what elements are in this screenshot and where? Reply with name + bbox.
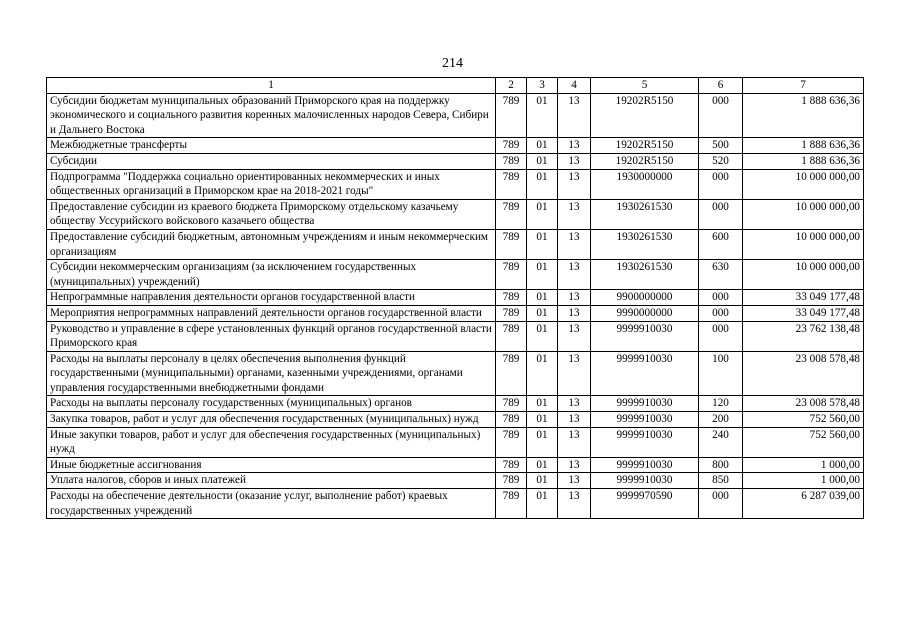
row-section-code: 01 [527, 427, 558, 457]
row-name: Предоставление субсидий бюджетным, автономным учреждениям и иным некоммерческим организациям [47, 229, 496, 259]
row-ministry-code: 789 [496, 169, 527, 199]
row-amount: 6 287 039,00 [743, 489, 864, 519]
row-name: Субсидии некоммерческим организациям (за исключением государственных (муниципальных) учреждений) [47, 260, 496, 290]
row-target-article: 1930261530 [591, 199, 699, 229]
row-expense-type: 600 [699, 229, 743, 259]
row-amount: 1 888 636,36 [743, 153, 864, 169]
row-target-article: 9999910030 [591, 427, 699, 457]
row-expense-type: 630 [699, 260, 743, 290]
table-row [47, 260, 864, 290]
table-row [47, 427, 864, 457]
header-col-3: 3 [527, 78, 558, 94]
table-row [47, 93, 864, 138]
row-target-article: 9999910030 [591, 473, 699, 489]
row-ministry-code: 789 [496, 138, 527, 154]
row-subsection-code: 13 [558, 290, 591, 306]
row-name: Расходы на выплаты персоналу в целях обеспечения выполнения функций государственными (муниципальными) органами, казенными учреждениями, органами управления государственными внебюджетными фондами [47, 351, 496, 396]
row-amount: 10 000 000,00 [743, 199, 864, 229]
row-ministry-code: 789 [496, 199, 527, 229]
row-expense-type: 240 [699, 427, 743, 457]
row-ministry-code: 789 [496, 396, 527, 412]
row-section-code: 01 [527, 93, 558, 138]
row-section-code: 01 [527, 290, 558, 306]
row-subsection-code: 13 [558, 305, 591, 321]
row-ministry-code: 789 [496, 473, 527, 489]
row-subsection-code: 13 [558, 153, 591, 169]
row-subsection-code: 13 [558, 473, 591, 489]
row-amount: 23 008 578,48 [743, 396, 864, 412]
row-target-article: 19202R5150 [591, 93, 699, 138]
table-row [47, 138, 864, 154]
row-amount: 1 888 636,36 [743, 138, 864, 154]
row-amount: 23 762 138,48 [743, 321, 864, 351]
table-row [47, 489, 864, 519]
row-subsection-code: 13 [558, 457, 591, 473]
row-subsection-code: 13 [558, 138, 591, 154]
row-target-article: 9999910030 [591, 396, 699, 412]
row-ministry-code: 789 [496, 260, 527, 290]
table-row [47, 229, 864, 259]
page-number: 214 [442, 56, 463, 71]
row-target-article: 19202R5150 [591, 138, 699, 154]
row-section-code: 01 [527, 229, 558, 259]
row-subsection-code: 13 [558, 229, 591, 259]
row-name: Субсидии бюджетам муниципальных образований Приморского края на поддержку экономического и социального развития коренных малочисленных народов Севера, Сибири и Дальнего Востока [47, 93, 496, 138]
row-subsection-code: 13 [558, 169, 591, 199]
row-ministry-code: 789 [496, 290, 527, 306]
header-col-5: 5 [591, 78, 699, 94]
row-ministry-code: 789 [496, 489, 527, 519]
header-col-4: 4 [558, 78, 591, 94]
row-ministry-code: 789 [496, 93, 527, 138]
row-amount: 23 008 578,48 [743, 351, 864, 396]
table-body [47, 93, 864, 519]
row-name: Уплата налогов, сборов и иных платежей [47, 473, 496, 489]
row-target-article: 1930261530 [591, 229, 699, 259]
row-ministry-code: 789 [496, 229, 527, 259]
row-subsection-code: 13 [558, 260, 591, 290]
row-amount: 10 000 000,00 [743, 169, 864, 199]
row-section-code: 01 [527, 169, 558, 199]
header-col-1: 1 [47, 78, 496, 94]
row-amount: 10 000 000,00 [743, 260, 864, 290]
budget-table [46, 77, 864, 519]
row-subsection-code: 13 [558, 351, 591, 396]
table-row [47, 351, 864, 396]
header-row [47, 78, 864, 94]
row-expense-type: 000 [699, 169, 743, 199]
row-subsection-code: 13 [558, 427, 591, 457]
row-name: Непрограммные направления деятельности органов государственной власти [47, 290, 496, 306]
row-section-code: 01 [527, 489, 558, 519]
row-section-code: 01 [527, 260, 558, 290]
row-name: Расходы на выплаты персоналу государственных (муниципальных) органов [47, 396, 496, 412]
header-col-6: 6 [699, 78, 743, 94]
row-expense-type: 200 [699, 412, 743, 428]
row-section-code: 01 [527, 457, 558, 473]
table-row [47, 169, 864, 199]
row-amount: 1 888 636,36 [743, 93, 864, 138]
row-section-code: 01 [527, 396, 558, 412]
row-expense-type: 000 [699, 199, 743, 229]
row-name: Закупка товаров, работ и услуг для обеспечения государственных (муниципальных) нужд [47, 412, 496, 428]
row-amount: 33 049 177,48 [743, 305, 864, 321]
row-expense-type: 000 [699, 305, 743, 321]
row-ministry-code: 789 [496, 305, 527, 321]
table-row [47, 473, 864, 489]
row-target-article: 1930000000 [591, 169, 699, 199]
table-row [47, 290, 864, 306]
header-col-2: 2 [496, 78, 527, 94]
row-name: Расходы на обеспечение деятельности (оказание услуг, выполнение работ) краевых государственных учреждений [47, 489, 496, 519]
row-section-code: 01 [527, 321, 558, 351]
row-subsection-code: 13 [558, 321, 591, 351]
row-name: Субсидии [47, 153, 496, 169]
table-row [47, 305, 864, 321]
table-row [47, 412, 864, 428]
row-expense-type: 800 [699, 457, 743, 473]
row-target-article: 9900000000 [591, 290, 699, 306]
row-amount: 1 000,00 [743, 473, 864, 489]
row-name: Подпрограмма "Поддержка социально ориентированных некоммерческих и иных общественных организаций в Приморском крае на 2018-2021 годы" [47, 169, 496, 199]
row-ministry-code: 789 [496, 321, 527, 351]
row-expense-type: 850 [699, 473, 743, 489]
row-name: Предоставление субсидии из краевого бюджета Приморскому отдельскому казачьему обществу Уссурийского войскового казачьего общества [47, 199, 496, 229]
table-row [47, 153, 864, 169]
row-section-code: 01 [527, 351, 558, 396]
row-expense-type: 100 [699, 351, 743, 396]
row-ministry-code: 789 [496, 153, 527, 169]
table-row [47, 199, 864, 229]
row-subsection-code: 13 [558, 489, 591, 519]
row-subsection-code: 13 [558, 93, 591, 138]
row-expense-type: 500 [699, 138, 743, 154]
row-target-article: 9999910030 [591, 412, 699, 428]
table-row [47, 457, 864, 473]
row-target-article: 9990000000 [591, 305, 699, 321]
row-ministry-code: 789 [496, 457, 527, 473]
row-name: Межбюджетные трансферты [47, 138, 496, 154]
row-target-article: 9999910030 [591, 321, 699, 351]
row-expense-type: 000 [699, 321, 743, 351]
row-ministry-code: 789 [496, 427, 527, 457]
row-name: Руководство и управление в сфере установленных функций органов государственной власти Приморского края [47, 321, 496, 351]
row-expense-type: 000 [699, 93, 743, 138]
row-subsection-code: 13 [558, 199, 591, 229]
row-expense-type: 000 [699, 489, 743, 519]
table-header [47, 78, 864, 94]
table-row [47, 321, 864, 351]
row-subsection-code: 13 [558, 412, 591, 428]
row-name: Мероприятия непрограммных направлений деятельности органов государственной власти [47, 305, 496, 321]
row-section-code: 01 [527, 412, 558, 428]
row-expense-type: 120 [699, 396, 743, 412]
row-section-code: 01 [527, 153, 558, 169]
row-section-code: 01 [527, 305, 558, 321]
table-row [47, 396, 864, 412]
header-col-7: 7 [743, 78, 864, 94]
row-amount: 752 560,00 [743, 412, 864, 428]
row-expense-type: 520 [699, 153, 743, 169]
row-target-article: 9999910030 [591, 351, 699, 396]
row-target-article: 1930261530 [591, 260, 699, 290]
row-target-article: 9999970590 [591, 489, 699, 519]
row-ministry-code: 789 [496, 351, 527, 396]
row-name: Иные закупки товаров, работ и услуг для обеспечения государственных (муниципальных) нужд [47, 427, 496, 457]
row-subsection-code: 13 [558, 396, 591, 412]
row-name: Иные бюджетные ассигнования [47, 457, 496, 473]
row-target-article: 9999910030 [591, 457, 699, 473]
row-amount: 1 000,00 [743, 457, 864, 473]
row-section-code: 01 [527, 138, 558, 154]
row-expense-type: 000 [699, 290, 743, 306]
row-section-code: 01 [527, 473, 558, 489]
row-amount: 10 000 000,00 [743, 229, 864, 259]
row-amount: 33 049 177,48 [743, 290, 864, 306]
row-target-article: 19202R5150 [591, 153, 699, 169]
row-section-code: 01 [527, 199, 558, 229]
row-ministry-code: 789 [496, 412, 527, 428]
row-amount: 752 560,00 [743, 427, 864, 457]
